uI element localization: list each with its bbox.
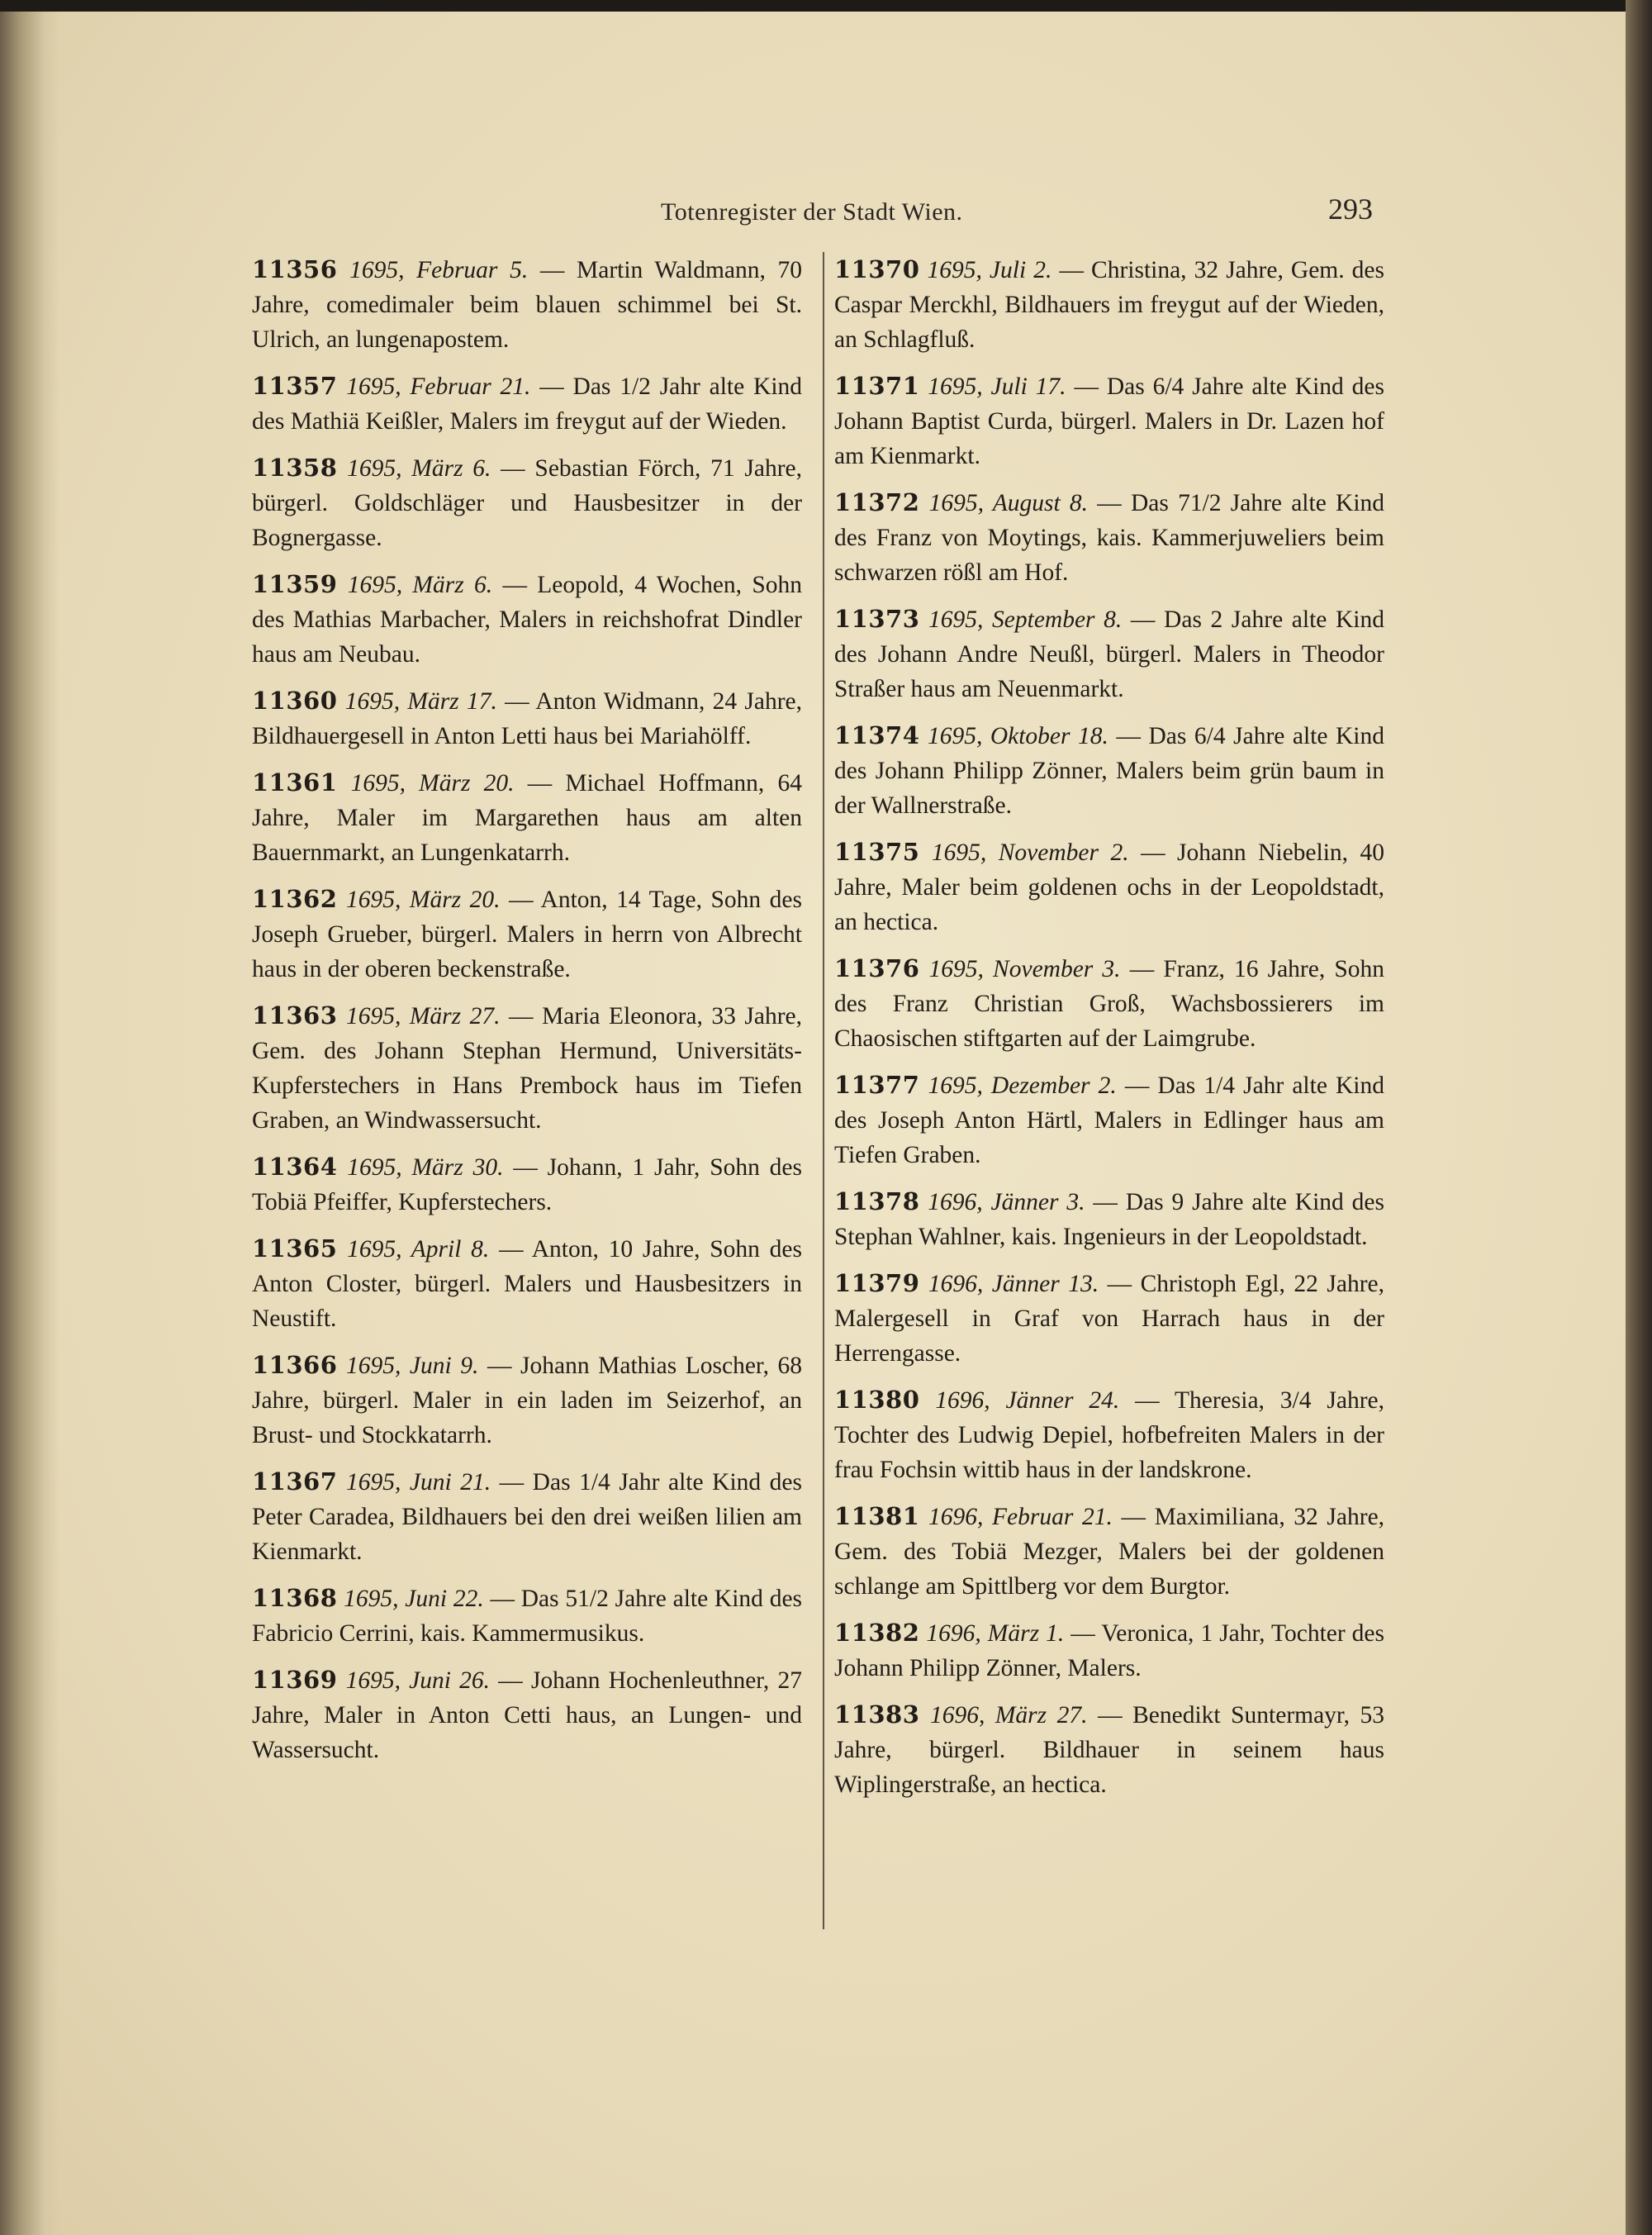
page-gutter-shadow: [0, 12, 59, 2235]
register-entry: [252, 1464, 802, 1569]
register-entry: [252, 998, 802, 1138]
entry-number: 11373: [834, 605, 920, 633]
entry-number: 11377: [834, 1071, 920, 1099]
entry-number: 11364: [252, 1153, 338, 1181]
entry-text: — Johann Niebelin, 40 Jahre, Maler beim goldenen ochs in der Leopoldstadt, an hectica.: [834, 839, 1385, 935]
entry-date: 1695, Juni 9.: [345, 1353, 479, 1379]
entry-text: — Franz, 16 Jahre, Sohn des Franz Christian Groß, Wachsbossierers im Chaosischen stiftgarten auf der Laimgrube.: [834, 956, 1385, 1052]
entry-text: — Das 51/2 Jahre alte Kind des Fabricio Cerrini, kais. Kammermusikus.: [252, 1586, 803, 1647]
entry-number: 11360: [252, 687, 338, 715]
entry-date: 1696, Jänner 24.: [935, 1387, 1120, 1414]
entry-date: 1695, März 6.: [347, 455, 491, 482]
entry-text: — Maria Eleonora, 33 Jahre, Gem. des Johann Stephan Hermund, Universitäts-Kupferstechers in Hans Prembock haus im Tiefen Graben, an Windwassersucht.: [252, 1003, 803, 1134]
entry-text: — Anton, 14 Tage, Sohn des Joseph Grueber, bürgerl. Malers in herrn von Albrecht haus in der oberen beckenstraße.: [252, 887, 803, 982]
entry-date: 1695, Februar 5.: [349, 257, 529, 283]
entry-number: 11361: [252, 768, 338, 797]
entry-text: — Das 2 Jahre alte Kind des Johann Andre Neußl, bürgerl. Malers in Theodor Straßer haus am Neuenmarkt.: [834, 606, 1384, 702]
entry-number: 11358: [252, 454, 338, 482]
register-entry: [834, 1184, 1384, 1254]
entry-number: 11382: [834, 1619, 920, 1647]
entry-date: 1696, März 27.: [929, 1702, 1088, 1729]
register-entry: [252, 1149, 802, 1220]
entry-number: 11381: [834, 1502, 920, 1530]
entry-date: 1695, Juli 2.: [927, 257, 1052, 283]
register-entry: [252, 1348, 802, 1453]
register-entry: [834, 252, 1384, 357]
entry-date: 1696, Februar 21.: [928, 1504, 1113, 1530]
entry-text: — Anton, 10 Jahre, Sohn des Anton Closter, bürgerl. Malers und Hausbesitzers in Neustift.: [252, 1236, 802, 1332]
entry-number: 11366: [252, 1351, 338, 1379]
entry-text: — Michael Hoffmann, 64 Jahre, Maler im Margarethen haus am alten Bauernmarkt, an Lungenkatarrh.: [252, 770, 802, 866]
entry-text: — Sebastian Förch, 71 Jahre, bürgerl. Goldschläger und Hausbesitzer in der Bognergasse.: [252, 455, 803, 551]
left-column: [252, 252, 802, 1779]
entry-number: 11383: [834, 1700, 920, 1729]
entry-number: 11376: [834, 954, 920, 982]
entry-text: — Benedikt Suntermayr, 53 Jahre, bürgerl. Bildhauer in seinem haus Wiplingerstraße, an hectica.: [834, 1702, 1384, 1798]
entry-text: — Anton Widmann, 24 Jahre, Bildhauergesell in Anton Letti haus bei Mariahölff.: [252, 688, 803, 749]
entry-date: 1695, März 20.: [345, 887, 501, 913]
entry-date: 1695, Juni 21.: [345, 1469, 491, 1496]
register-entry: [834, 718, 1384, 823]
entry-number: 11356: [252, 255, 338, 283]
entry-text: — Das 1/4 Jahr alte Kind des Peter Caradea, Bildhauers bei den drei weißen lilien am Kienmarkt.: [252, 1469, 803, 1565]
entry-text: — Das 6/4 Jahre alte Kind des Johann Baptist Curda, bürgerl. Malers in Dr. Lazen hof am Kienmarkt.: [834, 373, 1384, 469]
entry-text: — Christina, 32 Jahre, Gem. des Caspar Merckhl, Bildhauers im freygut auf der Wieden, an Schlagfluß.: [834, 257, 1385, 353]
entry-number: 11372: [834, 488, 920, 516]
entry-number: 11359: [252, 570, 338, 598]
register-entry: [252, 1581, 802, 1651]
register-entry: [252, 765, 802, 870]
entry-date: 1695, Juni 26.: [345, 1667, 491, 1694]
entry-date: 1695, September 8.: [928, 606, 1123, 633]
entry-number: 11363: [252, 1001, 338, 1030]
entry-date: 1696, Jänner 3.: [928, 1189, 1085, 1215]
register-entry: [834, 602, 1384, 706]
entry-number: 11357: [252, 372, 338, 400]
entry-date: 1696, Jänner 13.: [928, 1271, 1099, 1297]
register-entry: [834, 1697, 1384, 1802]
register-entry: [252, 567, 802, 672]
entry-date: 1695, Dezember 2.: [928, 1072, 1117, 1099]
entry-date: 1695, November 3.: [928, 956, 1121, 982]
entry-text: — Christoph Egl, 22 Jahre, Malergesell in Graf von Harrach haus in der Herrengasse.: [834, 1271, 1384, 1367]
entry-number: 11374: [834, 721, 920, 749]
entry-number: 11378: [834, 1187, 920, 1215]
register-entry: [834, 485, 1384, 590]
entry-text: — Johann Mathias Loscher, 68 Jahre, bürgerl. Maler in ein laden im Seizerhof, an Brust- und Stockkatarrh.: [252, 1353, 803, 1448]
entry-number: 11362: [252, 885, 338, 913]
entry-date: 1695, März 6.: [347, 572, 493, 598]
entry-text: — Das 71/2 Jahre alte Kind des Franz von Moytings, kais. Kammerjuweliers beim schwarzen rößl am Hof.: [834, 490, 1385, 586]
register-entry: [252, 1231, 802, 1336]
entry-number: 11379: [834, 1269, 920, 1297]
register-entry: [252, 683, 802, 754]
entry-text: — Johann, 1 Jahr, Sohn des Tobiä Pfeiffer, Kupferstechers.: [252, 1154, 803, 1215]
entry-number: 11365: [252, 1234, 338, 1263]
register-entry: [252, 882, 802, 987]
register-entry: [834, 1499, 1384, 1604]
entry-date: 1695, März 17.: [344, 688, 497, 715]
entry-number: 11371: [834, 372, 920, 400]
entry-date: 1695, August 8.: [928, 490, 1089, 516]
register-entry: [252, 252, 802, 357]
register-entry: [834, 369, 1384, 473]
entry-text: — Veronica, 1 Jahr, Tochter des Johann Philipp Zönner, Malers.: [834, 1620, 1385, 1681]
entry-number: 11375: [834, 838, 920, 866]
column-divider: [823, 252, 824, 1929]
register-entry: [834, 1615, 1384, 1686]
register-entry: [834, 1266, 1384, 1371]
page-number: 293: [1328, 193, 1373, 226]
register-entry: [834, 1382, 1384, 1487]
entry-date: 1695, März 20.: [350, 770, 515, 797]
entry-date: 1695, Juli 17.: [928, 373, 1066, 400]
register-entry: [252, 1662, 802, 1767]
scan-right-edge: [1626, 0, 1652, 2235]
entry-text: — Leopold, 4 Wochen, Sohn des Mathias Marbacher, Malers in reichshofrat Dindler haus am Neubau.: [252, 572, 803, 668]
register-entry: [834, 835, 1384, 939]
entry-number: 11367: [252, 1467, 338, 1496]
entry-date: 1695, Juni 22.: [344, 1586, 484, 1612]
entry-number: 11380: [834, 1386, 920, 1414]
entry-number: 11369: [252, 1666, 338, 1694]
entry-date: 1696, März 1.: [926, 1620, 1065, 1647]
entry-date: 1695, November 2.: [931, 839, 1129, 866]
entry-text: — Das 1/2 Jahr alte Kind des Mathiä Keißler, Malers im freygut auf der Wieden.: [252, 373, 803, 435]
entry-text: — Johann Hochenleuthner, 27 Jahre, Maler in Anton Cetti haus, an Lungen- und Wassersucht.: [252, 1667, 803, 1763]
entry-text: — Das 1/4 Jahr alte Kind des Joseph Anton Härtl, Malers in Edlinger haus am Tiefen Graben.: [834, 1072, 1384, 1168]
entry-text: — Maximiliana, 32 Jahre, Gem. des Tobiä Mezger, Malers bei der goldenen schlange am Spittlberg vor dem Burgtor.: [834, 1504, 1385, 1600]
register-entry: [834, 1068, 1384, 1172]
entry-text: — Das 6/4 Jahre alte Kind des Johann Philipp Zönner, Malers beim grün baum in der Wallnerstraße.: [834, 723, 1384, 819]
register-entry: [834, 951, 1384, 1056]
entry-number: 11370: [834, 255, 920, 283]
entry-number: 11368: [252, 1584, 338, 1612]
register-entry: [252, 369, 802, 439]
entry-date: 1695, März 27.: [345, 1003, 501, 1030]
running-title: Totenregister der Stadt Wien.: [661, 198, 963, 226]
entry-date: 1695, März 30.: [347, 1154, 504, 1181]
right-column: [834, 252, 1384, 1814]
entry-text: — Martin Waldmann, 70 Jahre, comedimaler beim blauen schimmel bei St. Ulrich, an lungenapostem.: [252, 257, 803, 353]
entry-date: 1695, Oktober 18.: [927, 723, 1108, 749]
entry-text: — Theresia, 3/4 Jahre, Tochter des Ludwig Depiel, hofbefreiten Malers in der frau Fochsin wittib haus in der landskrone.: [834, 1387, 1385, 1483]
entry-date: 1695, Februar 21.: [346, 373, 531, 400]
register-entry: [252, 450, 802, 555]
entry-text: — Das 9 Jahre alte Kind des Stephan Wahlner, kais. Ingenieurs in der Leopoldstadt.: [834, 1189, 1384, 1250]
entry-date: 1695, April 8.: [347, 1236, 490, 1263]
